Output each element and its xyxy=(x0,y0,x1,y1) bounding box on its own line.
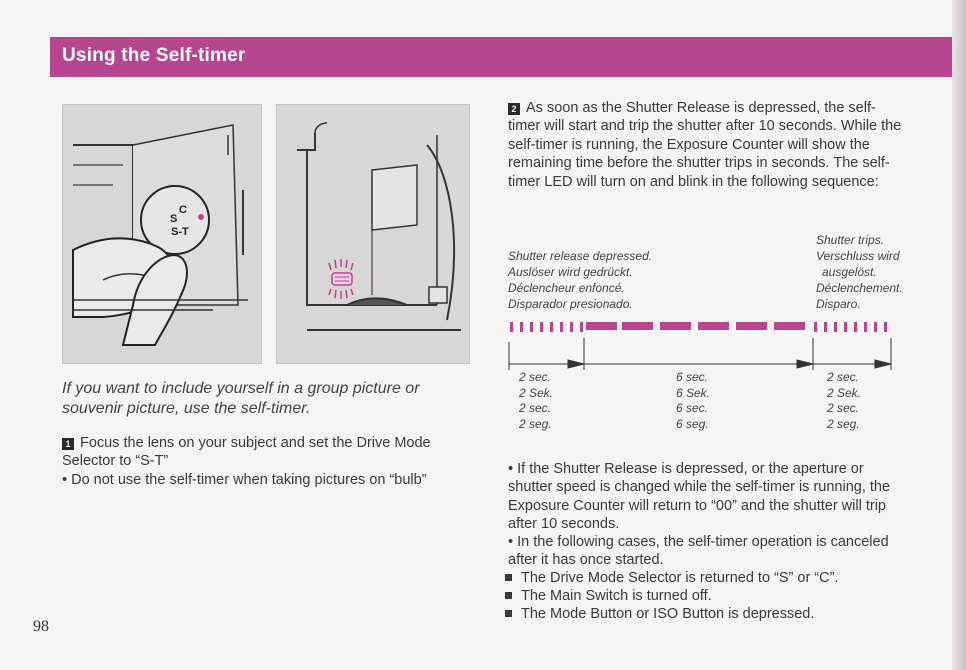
step-1 xyxy=(62,434,472,471)
bullet-cancel: • In the following cases, the self-timer operation is canceled after it has once started. xyxy=(508,534,889,569)
trip-label-de-1: Verschluss wird xyxy=(816,249,900,263)
duration-middle-fr: 6 sec. xyxy=(676,401,709,415)
page-number: 98 xyxy=(33,618,49,635)
duration-first-en: 2 sec. xyxy=(519,370,552,384)
trip-label-es: Disparo. xyxy=(816,297,861,311)
square-bullet-icon xyxy=(505,610,512,617)
trip-label-en: Shutter trips. xyxy=(816,233,885,247)
release-label-de: Auslöser wird gedrückt. xyxy=(508,265,633,279)
cancel-case-3 xyxy=(503,605,913,623)
duration-middle xyxy=(676,370,710,432)
trip-label-de-2: ausgelöst. xyxy=(822,265,877,279)
figure-self-timer-led xyxy=(276,104,470,364)
duration-first-fr: 2 sec. xyxy=(519,401,552,415)
duration-last-en: 2 sec. xyxy=(827,370,860,384)
cancel-case-1 xyxy=(503,569,913,587)
bullet-reset: • If the Shutter Release is depressed, or the aperture or shutter speed is changed while the self-timer is running, the Exposure Counter will return to “00” and the shutter will trip after 10 seconds. xyxy=(508,461,891,533)
duration-middle-en: 6 sec. xyxy=(676,370,709,384)
release-label-es: Disparador presionado. xyxy=(508,297,633,311)
duration-first-es: 2 seg. xyxy=(519,416,552,431)
cancel-case-2 xyxy=(503,587,913,605)
step-2 xyxy=(508,99,908,191)
dial-indicator-dot xyxy=(198,214,204,220)
figure-drive-mode-dial xyxy=(62,104,262,364)
duration-last-fr: 2 sec. xyxy=(827,401,860,415)
cancel-case-3-text: The Mode Button or ISO Button is depressed. xyxy=(521,606,815,622)
square-bullet-icon xyxy=(505,574,512,581)
step-2-number: 2 xyxy=(508,103,520,115)
square-bullet-icon xyxy=(505,592,512,599)
step-1-text: Focus the lens on your subject and set the Drive Mode Selector to “S-T” xyxy=(62,435,431,470)
led-fast-blink-start xyxy=(510,322,583,332)
duration-middle-de: 6 Sek. xyxy=(676,385,711,400)
cancel-case-1-text: The Drive Mode Selector is returned to “S” or “C”. xyxy=(521,570,839,586)
release-label-fr: Déclencheur enfoncé. xyxy=(508,281,625,295)
timeline-arrows xyxy=(509,338,891,370)
step-1-number: 1 xyxy=(62,438,74,450)
dial-mark-c: C xyxy=(179,204,187,216)
duration-first xyxy=(519,370,553,432)
drive-mode-dial-illustration xyxy=(63,105,261,363)
intro-text: If you want to include yourself in a group picture or souvenir picture, use the self-timer. xyxy=(62,380,420,417)
duration-last-es: 2 seg. xyxy=(827,416,860,431)
duration-middle-es: 6 seg. xyxy=(676,416,709,431)
header-bar xyxy=(50,37,966,77)
release-labels xyxy=(508,248,708,312)
led-fast-blink-end xyxy=(814,322,887,332)
page-title: Using the Self-timer xyxy=(62,45,246,66)
duration-first-de: 2 Sek. xyxy=(519,385,554,400)
dial-label-st: S-T xyxy=(171,226,189,238)
dial-mark-s: S xyxy=(170,213,178,225)
trip-labels xyxy=(816,232,926,312)
cancel-case-2-text: The Main Switch is turned off. xyxy=(521,588,712,604)
step-2-text: As soon as the Shutter Release is depressed, the self-timer will start and trip the shutter after 10 seconds. While the self-timer is running, the Exposure Counter will show the remaining time before the shutter trips in seconds. The self-timer LED will turn on and blink in the following sequence: xyxy=(508,100,902,190)
trip-label-fr: Déclenchement. xyxy=(816,281,903,295)
duration-last xyxy=(827,370,861,432)
release-label-en: Shutter release depressed. xyxy=(508,249,653,263)
camera-front-illustration xyxy=(277,105,469,363)
duration-last-de: 2 Sek. xyxy=(827,385,862,400)
page-edge xyxy=(952,0,966,670)
bulb-note: • Do not use the self-timer when taking pictures on “bulb” xyxy=(62,472,427,488)
led-slow-blink xyxy=(586,322,805,330)
